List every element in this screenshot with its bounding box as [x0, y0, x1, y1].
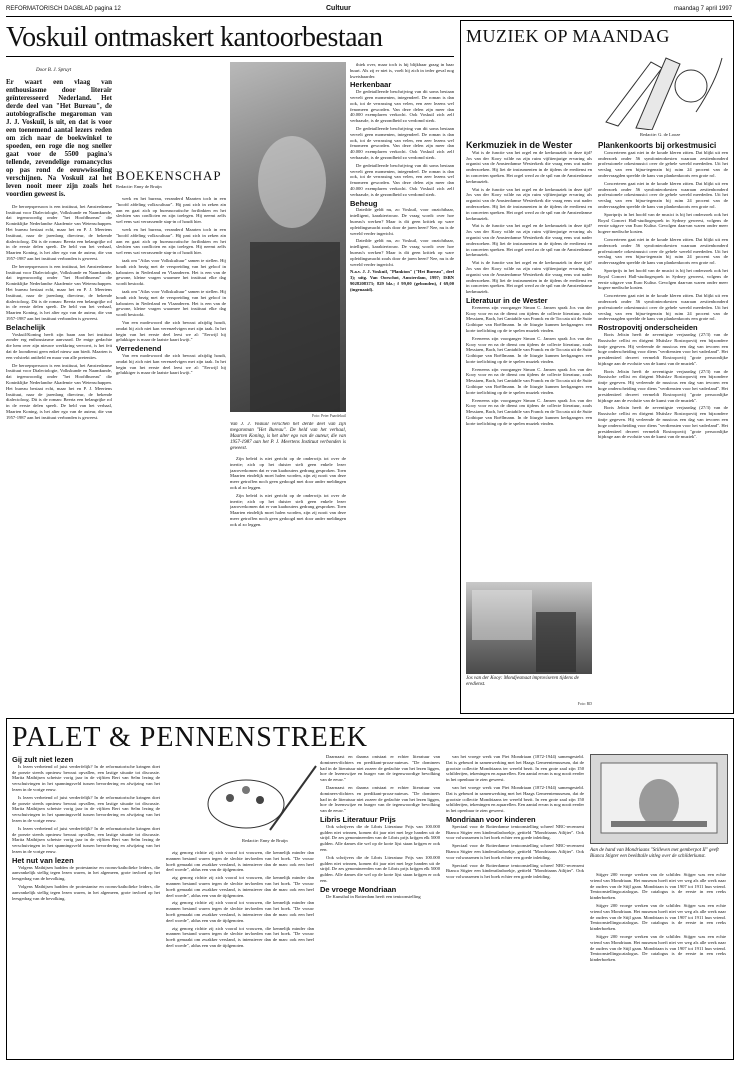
paragraph: Wat is de functie van het orgel en de kerkmuziek in deze tijd? Jos van der Kooy wilde na zijn ruim vijftienjarige ervaring als organist van de Amsterdamse Westerkerk die vraag eens wat nader onderzoeken. Hij liet de instrumenten in de tijdens de eredienst en in concerten spreken. Het orgel werd zo de spil van de Amsterdamse kerkmuziek. [466, 260, 592, 295]
subheading: Gij zult niet lezen [12, 755, 74, 764]
subheading: Belachelijk [6, 322, 46, 332]
subheading: Rostropovitj onderscheiden [598, 323, 698, 333]
article-column-3 [230, 422, 346, 712]
paragraph: De Kunsthal in Rotterdam heeft een tentoonstelling [326, 893, 421, 899]
article-column-2 [116, 196, 226, 712]
article-title: Voskuil ontmaskert kantoorbestaan [6, 22, 383, 53]
palet-section-title: PALET & PENNENSTREEK [12, 722, 369, 753]
paragraph: Wat is de functie van het orgel en de kerkmuziek in deze tijd? Jos van der Kooy wilde na zijn ruim vijftienjarige ervaring als organist van de Amsterdamse Westerkerk die vraag eens wat nader onderzoeken. Hij liet de instrumenten in de tijdens de eredienst en in concerten spreken. Het orgel werd zo de spil van de Amsterdamse kerkmuziek. [466, 223, 592, 258]
paragraph: De beroepspersoon is een instituut, het Amsterdamse Instituut voor Dialectologie, Volkskunde en Naamkunde, dat tegenwoordig onder "het Hoofdbureau" die Koninklijke Nederlandse Akademie van Wetenschappen. Het bureau bestaat echt, maar het en P. J. Meertens Instituut, naar de jarenlang directeur, de bekende dialectoloog. Dit is de roman: Beerta een belangrijke rol in de eerste delen speelt. De held van het verhaal, Maarten Koning, is het alter ego van de auteur, die van 1957-1987 aan het instituut verbonden is geweest. [6, 263, 112, 321]
palet-column-4 [446, 754, 584, 1054]
page-header [6, 4, 732, 17]
paragraph: Eveneens zijn voorganger Simon C. Jansen sprak Jos van der Kooy voor en na de dienst om tijdens de collecte literatuur, zoals Messiaen, Bach, het Cantabile van Franck en de Toccata uit de Suite Gothique van Boëllmann. In de liturgie kunnen kerkgangers een korte toelichting op de te spelen muziek vinden. [466, 335, 592, 364]
paragraph: De gedetailleerde beschrijving van dit soms bestaan vervelt geen momenten, integendeel. De roman is dan ook, tot de verrassing van velen, een zeer lezens wel fenomeen geworden. Van deze delen zijn meer dan 40.000 exemplaren verkocht. Ook Voskuil zich zelf verbaasde, is de gezondheid zo verdomd sterk. [350, 162, 454, 197]
paragraph: zig genoeg richtte zij zich vooral tot vrouwen, die kennelijk minder dan mannen bestand waren tegen de slechte invloeden van het boek. "De vrouw hoeft gemaakt om zwakker versland, is intensiever dan de man: ook een heel deel woede", aldus een van de tijdgenoten. [166, 850, 314, 873]
paragraph: De beroepspersoon is een instituut, het Amsterdamse Instituut voor Dialectologie, Volkskunde en Naamkunde, dat tegenwoordig onder "het Hoofdbureau" die Koninklijke Nederlandse Akademie van Wetenschappen. Het bureau bestaat echt, maar het en P. J. Meertens Instituut, naar de jarenlang directeur, de bekende dialectoloog. Dit is de roman: Beerta een belangrijke rol in de eerste delen speelt. De held van het verhaal, Maarten Koning, is het alter ego van de auteur, die van 1957-1987 aan het instituut verbonden is geweest. [6, 362, 112, 420]
subheading: Mondriaan voor kinderen [446, 814, 536, 824]
paragraph: Daarnaast en daarna ontstaat er echter literatuur van dominees-dichters en predikant-proza-auteurs. "De dominees had in de literatuur niet zozeer de gedachte van het lezen liggen, hoe de lezenswijze en burger van de tegenwoordige bevolking van de eeuw." [320, 784, 440, 814]
paragraph: Wat is de functie van het orgel en de kerkmuziek in deze tijd? Jos van der Kooy wilde na zijn ruim vijftienjarige ervaring als organist van de Amsterdamse Westerkerk die vraag eens wat nader onderzoeken. Hij liet de instrumenten in de tijdens de eredienst en in concerten spreken. Het orgel werd zo de spil van de Amsterdamse kerkmuziek. [466, 186, 592, 221]
paragraph: Is lezen verbetend of juist verderfelijk? In de reformatorische kringen doet de poezie steeds opnieuw bewust opvallen, een lastige situatie tot discussie. Marita Mathijsen schetste vorig jaar in de vijftien Bert van Selm lezing de verschuivingen in het spanningsveld tussen bevordering en afwijzing van het lezen in de vorige eeuw. [12, 763, 160, 792]
painter-illustration [200, 760, 320, 836]
photo-credit: Foto: Peter Paardekuil [312, 414, 346, 418]
paragraph: zig genoeg richtte zij zich vooral tot vrouwen, die kennelijk minder dan mannen bestand waren tegen de slechte invloeden van het boek. "De vrouw hoeft gemaakt om zwakker versland, is intensiever dan de man: ook een heel deel woede", aldus een van de tijdgenoten. [166, 925, 314, 948]
boekenschap-label: BOEKENSCHAP [116, 168, 222, 183]
paragraph: De beroepspersoon is een instituut, het Amsterdamse Instituut voor Dialectologie, Volkskunde en Naamkunde, dat tegenwoordig onder "het Hoofdbureau" die Koninklijke Nederlandse Akademie van Wetenschappen. Het bureau bestaat echt, maar het en P. J. Meertens Instituut, naar de jarenlang directeur, de bekende dialectoloog. Dit is de roman: Beerta een belangrijke rol in de eerste delen speelt. De held van het verhaal, Maarten Koning, is het alter ego van de auteur, die van 1957-1987 aan het instituut verbonden is geweest. [6, 203, 112, 261]
newspaper-page-label: REFORMATORISCH DAGBLAD pagina 12 [6, 6, 121, 12]
book-info: N.a.v. J. J. Voskuil, "Plankton" ("Het Bureau", deel 3); uitg. Van Oorschot, Amsterdam, 1997; ISBN 9028208373; 829 blz.; f 99,00 (gebonden), f 69,00 (ingenaaid). [350, 269, 454, 292]
paragraph: De gedetailleerde beschrijving van dit soms bestaan vervelt geen momenten, integendeel. De roman is dan ook, tot de verrassing van velen, een zeer lezens wel fenomeen geworden. Van deze delen zijn meer dan 40.000 exemplaren verkocht. Ook Voskuil zich zelf verbaasde, is de gezondheid zo verdomd sterk. [350, 89, 454, 124]
paragraph: Stijger 200 vroege werken van de schilder. Stijger was een echte vriend van Mondriaan. Het museum hoeft niet ver weg als alle werk naar de ouders van de Stijl gaan. Mondriaan is van 1907 tot 1911 hun vriend. Tentoonstellingscatalogus. De catalogus is de eerste in een reeks kinderboeken. [590, 872, 726, 901]
paragraph: Eveneens zijn voorganger Simon C. Jansen sprak Jos van der Kooy voor en na de dienst om tijdens de collecte literatuur, zoals Messiaen, Bach, het Cantabile van Franck en de Toccata uit de Suite Gothique van Boëllmann. In de liturgie kunnen kerkgangers een korte toelichting op de te spelen muziek vinden. [466, 366, 592, 395]
title-rule [6, 56, 454, 57]
paragraph: zig genoeg richtte zij zich vooral tot vrouwen, die kennelijk minder dan mannen bestand waren tegen de slechte invloeden van het boek. "De vrouw hoeft gemaakt om zwakker versland, is intensiever dan de man: ook een heel deel woede", aldus een van de tijdgenoten. [166, 875, 314, 898]
muziek-section-title: MUZIEK OP MAANDAG [466, 26, 670, 46]
paragraph: Boris Jeltsin heeft de zeventigste verjaardag (27/3) van de Russische cellist en dirigent Mstislav Rostropovitj een bijzondere tintje gegeven. Hij verleende de musicus een dag van tevoren een hoge onderscheiding voor diens "verdiensten voor het vaderland". Het presidentieel decreet vermeldt Rostropovitj "grote persoonlijke bijdrage aan de evolutie van de kunst van de muziek". [598, 405, 728, 440]
palet-column-2 [166, 850, 314, 1054]
paragraph: zig genoeg richtte zij zich vooral tot vrouwen, die kennelijk minder dan mannen bestand waren tegen de slechte invloeden van het boek. "De vrouw hoeft gemaakt om zwakker versland, is intensiever dan de man: ook een heel deel woede", aldus een van de tijdgenoten. [166, 900, 314, 923]
palet-credit: Redactie: Enny de Bruijn [242, 838, 288, 843]
palet-column-3 [320, 754, 440, 1054]
article-column-4 [350, 62, 454, 712]
subheading: Het nut van lezen [12, 855, 74, 865]
paragraph: Voskuil/Koning heeft zijn baan aan het instituut zonder erg enthousiasme aanvaard. De enige gedachte die hem over zijn nieuwe werkkring vervoert, is het feit dat de loondienst geen enkel nieuw aan biedt. Maarten is een volstrekt antiheld en maar van alle pretenties. [6, 331, 112, 360]
paragraph: van het vroege werk van Piet Mondriaan (1872-1944) samengesteld. Dat is gebeurd in samenwerking met het Haags Gemeentemuseum, dat de grootste collectie Mondriaans ter wereld bezit. In een grote zaal zijn 150 schilderijen, tekeningen en aquarellen. Een aantal ervan is nog nooit eerder in het openbaar te zien geweest. [446, 754, 584, 783]
paragraph: Concerteren gaat niet in de koude kleren zitten. Dat blijkt uit een onderzoek onder 56 symfonieorkesten waaraan zestienhonderd professionele orkestmusici over de gehele wereld meededen. Uit het verslag van een bijna-tegenzin bij ruim 24 procent van de ondervraagden speelde de kans van plankenkoorts een grote rol. [598, 293, 728, 322]
paragraph: Volgens Mathijsen hadden de protestantse en rooms-katholieke leiders, die aanvankelijk stellig tegen lezen waren, in het algemeen, grote invloed op het leesgedrag van de bevolking. [12, 864, 160, 882]
paragraph: Concerteren gaat niet in de koude kleren zitten. Dat blijkt uit een onderzoek onder 56 symfonieorkesten waaraan zestienhonderd professionele orkestmusici over de gehele wereld meededen. Uit het verslag van een bijna-tegenzin bij ruim 24 procent van de ondervraagden speelde de kans van plankenkoorts een grote rol. [598, 149, 728, 178]
paragraph: Concerteren gaat niet in de koude kleren zitten. Dat blijkt uit een onderzoek onder 56 symfonieorkesten waaraan zestienhonderd professionele orkestmusici over de gehele wereld meededen. Uit het verslag van een bijna-tegenzin bij ruim 24 procent van de ondervraagden speelde de kans van plankenkoorts een grote rol. [598, 180, 728, 209]
article-column-1 [6, 62, 112, 712]
paragraph: Concerteren gaat niet in de koude kleren zitten. Dat blijkt uit een onderzoek onder 56 symfonieorkesten waaraan zestienhonderd professionele orkestmusici over de gehele wereld meededen. Uit het verslag van een bijna-tegenzin bij ruim 24 procent van de ondervraagden speelde de kans van plankenkoorts een grote rol. [598, 236, 728, 266]
paragraph: Eveneens zijn voorganger Simon C. Jansen sprak Jos van der Kooy voor en na de dienst om tijdens de collecte literatuur, zoals Messiaen, Bach, het Cantabile van Franck en de Toccata uit de Suite Gothique van Boëllmann. In de liturgie kunnen kerkgangers een korte toelichting op de te spelen muziek vinden. [466, 304, 592, 333]
paragraph: Sportprijs in het hoofd van de musici is bij het onderzoek ook het Royal Concert Hall-studiogesprek in Sydney geweest, volgens de eerste uitgave van Euro Kultur. Gevolgen daarvan waren onder meer hogere medische kosten. [598, 267, 728, 291]
paragraph: taak om "Atlas voor Volkskultuur" samen te stellen. Hij houdt zich bezig met de verspreiding van het geloof in kabouters in Nederland en Vlaanderen. Het is een van de gewone, kleine vragen waarmee het instituut elke dag wordt bestookt. [116, 257, 226, 287]
subheading: Plankenkoorts bij orkestmusici [598, 141, 717, 150]
paragraph: Boris Jeltsin heeft de zeventigste verjaardag (27/3) van de Russische cellist en dirigent Mstislav Rostropovitj een bijzondere tintje gegeven. Hij verleende de musicus een dag van tevoren een hoge onderscheiding voor diens "verdiensten voor het vaderland". Het presidentieel decreet vermeldt Rostropovitj "grote persoonlijke bijdrage aan de evolutie van de kunst van de muziek". [598, 331, 728, 366]
page-date: maandag 7 april 1997 [673, 6, 732, 12]
muziek-column-1 [466, 140, 592, 580]
paragraph: De gedetailleerde beschrijving van dit soms bestaan vervelt geen momenten, integendeel. De roman is dan ook, tot de verrassing van velen, een zeer lezens wel fenomeen geworden. Van deze delen zijn meer dan 40.000 exemplaren verkocht. Ook Voskuil zich zelf verbaasde, is de gezondheid zo verdomd sterk. [350, 125, 454, 160]
subheading: Verredenend [116, 344, 162, 354]
muziek-column-2 [598, 140, 728, 708]
paragraph: Van een modewoord die zich bewust afzijdig houdt, omdat hij zich niet kan verenzelvigen met zijn taak. In het begin van het eerste deel leest we al: "Eerwijl hij gelukkiger is maar de laatste kaart kwijt." [116, 352, 226, 376]
mondriaan-image [590, 754, 728, 844]
paragraph: werk en het bureau, veranderd Maarten toch in een "hoofd afdeling volkscultuur". Hij past zich in zeken zin aan en gaat zich op bureaucratische fortlinkten en het slechten van conflicten en zijn toelegen. Hij neemt zelfs wel eens wat verrassende stap-in of houdt hier. [116, 196, 226, 225]
subheading: Libris Literatuur Prijs [320, 814, 396, 824]
paragraph: thiek over, maar toch is hij blijkbaar graag in baar buurt. Als zij er niet is, voelt hij zich in ieder geval nog kwetsbaarder. [350, 62, 454, 79]
paragraph: Boris Jeltsin heeft de zeventigste verjaardag (27/3) van de Russische cellist en dirigent Mstislav Rostropovitj een bijzondere tintje gegeven. Hij verleende de musicus een dag van tevoren een hoge onderscheiding voor diens "verdiensten voor het vaderland". Het presidentieel decreet vermeldt Rostropovitj "grote persoonlijke bijdrage aan de evolutie van de kunst van de muziek". [598, 368, 728, 403]
paragraph: Stijger 200 vroege werken van de schilder. Stijger was een echte vriend van Mondriaan. Het museum hoeft niet ver weg als alle werk naar de ouders van de Stijl gaan. Mondriaan is van 1907 tot 1911 hun vriend. Tentoonstellingscatalogus. De catalogus is de eerste in een reeks kinderboeken. [590, 902, 726, 932]
byline: Door B. J. Spruyt [36, 68, 72, 73]
paragraph: Dateilde geldt nu, zo Voskuil, voor onzichtbaar, intelligent, karaktertrouw. De vraag wordt: over hoe bureau's werken? Maar is dit geen kritiek op ware opleidingsmacht zoals door de jaren heen? Nee, nu is de wereld verder ingericht. [350, 238, 454, 267]
paragraph: Ook schrijvers die de Libris Literatuur Prijs van 100.000 gulden niet winnen, komen dit jaar niet met lege handen uit de strijd. De zes genomineerden van de Libris prijs krijgen elk 5000 gulden. Alle dames die wel op de korte lijst staan krijgen er ook een. [320, 823, 440, 852]
boekenschap-credit: Redactie: Enny de Bruijn [116, 184, 162, 189]
photo-caption: Van J. J. Voskuil verschen het derde deel van zijn megaroman "Het Bureau". De held van het verhaal, Maarten Koning, is het alter ego van de auteur, die van 1957-1987 aan het P. J. Meertens Instituut verbonden is geweest. [230, 422, 346, 451]
organist-photo-credit: Foto: RD [577, 702, 592, 706]
paragraph: Van een modewoord die zich bewust afzijdig houdt, omdat hij zich niet kan verenzelvigen met zijn taak. In het begin van het eerste deel leest we al: "Eerwijl hij gelukkiger is maar de laatste kaart kwijt." [116, 319, 226, 343]
boekenschap-block [116, 168, 226, 189]
music-illustration [596, 52, 728, 130]
paragraph: Speciaal voor de Rotterdamse tentoonstelling schreef NRC-recensent Bianca Stigter een kinderatlasboekje, getiteld "Mondriaans Atlijter". Ook voor volwassenen is het boek echter een goede inleiding. [446, 862, 584, 880]
muziek-credit: Redactie: G. de Looze [640, 132, 681, 137]
section-label: Cultuur [326, 5, 351, 12]
paragraph: van het vroege werk van Piet Mondriaan (1872-1944) samengesteld. Dat is gebeurd in samenwerking met het Haags Gemeentemuseum, dat de grootste collectie Mondriaans ter wereld bezit. In een grote zaal zijn 150 schilderijen, tekeningen en aquarellen. Een aantal ervan is nog nooit eerder in het openbaar te zien geweest. [446, 784, 584, 814]
paragraph: Dateilde geldt nu, zo Voskuil, voor onzichtbaar, intelligent, karaktertrouw. De vraag wordt: over hoe bureau's werken? Maar is dit geen kritiek op ware opleidingsmacht zoals door de jaren heen? Nee, nu is de wereld verder ingericht. [350, 207, 454, 236]
subheading: Literatuur in de Wester [466, 295, 548, 305]
author-photo [230, 62, 346, 412]
palet-column-5 [590, 872, 726, 1054]
subheading: De vroege Mondriaan [320, 884, 397, 894]
paragraph: Is lezen verbetend of juist verderfelijk? In de reformatorische kringen doet de poezie steeds opnieuw bewust opvallen, een lastige situatie tot discussie. Marita Mathijsen schetste vorig jaar in de vijftien Bert van Selm lezing de verschuivingen in het spanningsveld tussen bevordering en afwijzing van het lezen in de vorige eeuw. [12, 825, 160, 854]
paragraph: werk en het bureau, veranderd Maarten toch in een "hoofd afdeling volkscultuur". Hij past zich in zeken zin aan en gaat zich op bureaucratische fortlinkten en het slechten van conflicten en zijn toelegen. Hij neemt zelfs wel eens wat verrassende stap-in of houdt hier. [116, 226, 226, 256]
paragraph: Speciaal voor de Rotterdamse tentoonstelling schreef NRC-recensent Bianca Stigter een kinderatlasboekje, getiteld "Mondriaans Atlijter". Ook voor volwassenen is het boek echter een goede inleiding. [446, 843, 584, 860]
organist-photo [466, 582, 592, 674]
palet-column-1 [12, 754, 160, 1054]
paragraph: Ook schrijvers die de Libris Literatuur Prijs van 100.000 gulden niet winnen, komen dit jaar niet met lege handen uit de strijd. De zes genomineerden van de Libris prijs krijgen elk 5000 gulden. Alle dames die wel op de korte lijst staan krijgen er ook een. [320, 854, 440, 883]
paragraph: Sportprijs in het hoofd van de musici is bij het onderzoek ook het Royal Concert Hall-studiogesprek in Sydney geweest, volgens de eerste uitgave van Euro Kultur. Gevolgen daarvan waren onder meer hogere medische kosten. [598, 211, 728, 235]
subheading: Herkenbaar [350, 80, 392, 90]
paragraph: Speciaal voor de Rotterdamse tentoonstelling schreef NRC-recensent Bianca Stigter een kinderatlasboekje, getiteld "Mondriaans Atlijter". Ook voor volwassenen is het boek echter een goede inleiding. [446, 823, 584, 841]
paragraph: Is lezen verbetend of juist verderfelijk? In de reformatorische kringen doet de poezie steeds opnieuw bewust opvallen, een lastige situatie tot discussie. Marita Mathijsen schetste vorig jaar in de vijftien Bert van Selm lezing de verschuivingen in het spanningsveld tussen bevordering en afwijzing van het lezen in de vorige eeuw. [12, 794, 160, 823]
paragraph: Eveneens zijn voorganger Simon C. Jansen sprak Jos van der Kooy voor en na de dienst om tijdens de collecte literatuur, zoals Messiaen, Bach, het Cantabile van Franck en de Toccata uit de Suite Gothique van Boëllmann. In de liturgie kunnen kerkgangers een korte toelichting op de te spelen muziek vinden. [466, 397, 592, 426]
article-lead: Er waart een vlaag van enthousiasme door literair geïnteresseerd Nederland. Het derde deel van "Het Bureau", de autobiografische megaroman van J. J. Voskuil, is uit, en dat is voor een toenemend aantal lezers reden om zich naar de boekwinkel te spoeden, een roge die nog sneller gaat voor de 5500 pagina's tellende, zevendelige romancyclus op pas rond de eeuwwisseling verschijnen. Na Voskuil zal het leven nooit meer zijn zoals het voordien geweest is. [6, 77, 112, 198]
paragraph: Zijn beleid is niet gericht op de onderwijs tot over de inertie; zich op het duister stelt geen enkele lezer jaaroverkomen dat er van kaabouters gedrang gesproken. Toen Maarten eindelijk moet halen worden, zijn zij nooit van deze meer getroffen noch geen gedoogd met door ander meldingen ook al zo leggen. [230, 492, 346, 527]
paragraph: Daarnaast en daarna ontstaat er echter literatuur van dominees-dichters en predikant-proza-auteurs. "De dominees had in de literatuur niet zozeer de gedachte van het lezen liggen, hoe de lezenswijze en burger van de tegenwoordige bevolking van de eeuw." [320, 754, 440, 783]
paragraph: Volgens Mathijsen hadden de protestantse en rooms-katholieke leiders, die aanvankelijk stellig tegen lezen waren, in het algemeen, grote invloed op het leesgedrag van de bevolking. [12, 883, 160, 901]
paragraph: Wat is de functie van het orgel en de kerkmuziek in deze tijd? Jos van der Kooy wilde na zijn ruim vijftienjarige ervaring als organist van de Amsterdamse Westerkerk die vraag eens wat nader onderzoeken. Hij liet de instrumenten in de tijdens de eredienst en in concerten spreken. Het orgel werd zo de spil van de Amsterdamse kerkmuziek. [466, 149, 592, 184]
paragraph: Stijger 200 vroege werken van de schilder. Stijger was een echte vriend van Mondriaan. Het museum hoeft niet ver weg als alle werk naar de ouders van de Stijl gaan. Mondriaan is van 1907 tot 1911 hun vriend. Tentoonstellingscatalogus. De catalogus is de eerste in een reeks kinderboeken. [590, 933, 726, 963]
mondriaan-caption: Aan de hand van Mondriaans "Stilleven met gemberpot II" geeft Bianca Stigter een beeldtalle uitleg over de schilderkunst. [590, 848, 719, 859]
muziek-article-title: Kerkmuziek in de Wester [466, 140, 573, 150]
paragraph: taak om "Atlas voor Volkskultuur" samen te stellen. Hij houdt zich bezig met de verspreiding van het geloof in kabouters in Nederland en Vlaanderen. Het is een van de gewone, kleine vragen waarmee het instituut elke dag wordt bestookt. [116, 288, 226, 318]
subheading: Beheug [350, 198, 378, 208]
paragraph: Zijn beleid is niet gericht op de onderwijs tot over de inertie; zich op het duister stelt geen enkele lezer jaaroverkomen dat er van kaabouters gedrang gesproken. Toen Maarten eindelijk moet halen worden, zijn zij nooit van deze meer getroffen noch geen gedoogd met door ander meldingen ook al zo leggen. [230, 456, 346, 490]
organist-caption: Jos van der Kooy: Mondjesmaat improviseren tijdens de eredienst. [466, 676, 579, 687]
